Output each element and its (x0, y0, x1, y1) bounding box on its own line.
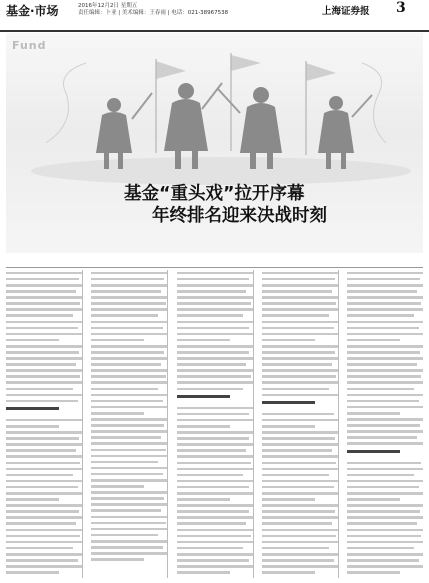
headline-line-1: 基金“重头戏”拉开序幕 (124, 184, 305, 204)
fund-watermark: Fund (12, 39, 47, 52)
text-line (177, 569, 253, 575)
text-line (347, 569, 423, 575)
text-line (177, 386, 253, 392)
paper-name: 上海证券报 (322, 6, 370, 17)
page-number: 3 (396, 0, 406, 16)
section-subhead (6, 407, 82, 414)
masthead (0, 0, 429, 32)
article-column-4 (262, 270, 339, 578)
article-column-2 (91, 270, 168, 578)
section-subhead (262, 401, 338, 408)
issue-editors: 责任编辑：卜亚 | 美术编辑：王春雨 | 电话：021-38967538 (78, 10, 229, 16)
text-line (262, 569, 338, 575)
text-line (347, 441, 423, 447)
section-subhead (177, 395, 253, 402)
byline-row (6, 259, 423, 268)
issue-date: 2016年12月2日 星期五 (78, 3, 138, 9)
issue-info (78, 3, 228, 17)
section-name: 基金·市场 (6, 4, 59, 18)
text-line (91, 556, 167, 562)
article-column-5 (347, 270, 423, 578)
hero-illustration (6, 33, 423, 253)
headline (124, 183, 423, 227)
text-line (6, 398, 82, 404)
article-body (6, 270, 423, 578)
article-column-3 (177, 270, 254, 578)
text-line (262, 392, 338, 398)
text-line (6, 569, 82, 575)
article-column-1 (6, 270, 83, 578)
section-subhead (347, 450, 423, 457)
headline-line-2: 年终排名迎来决战时刻 (152, 206, 327, 226)
